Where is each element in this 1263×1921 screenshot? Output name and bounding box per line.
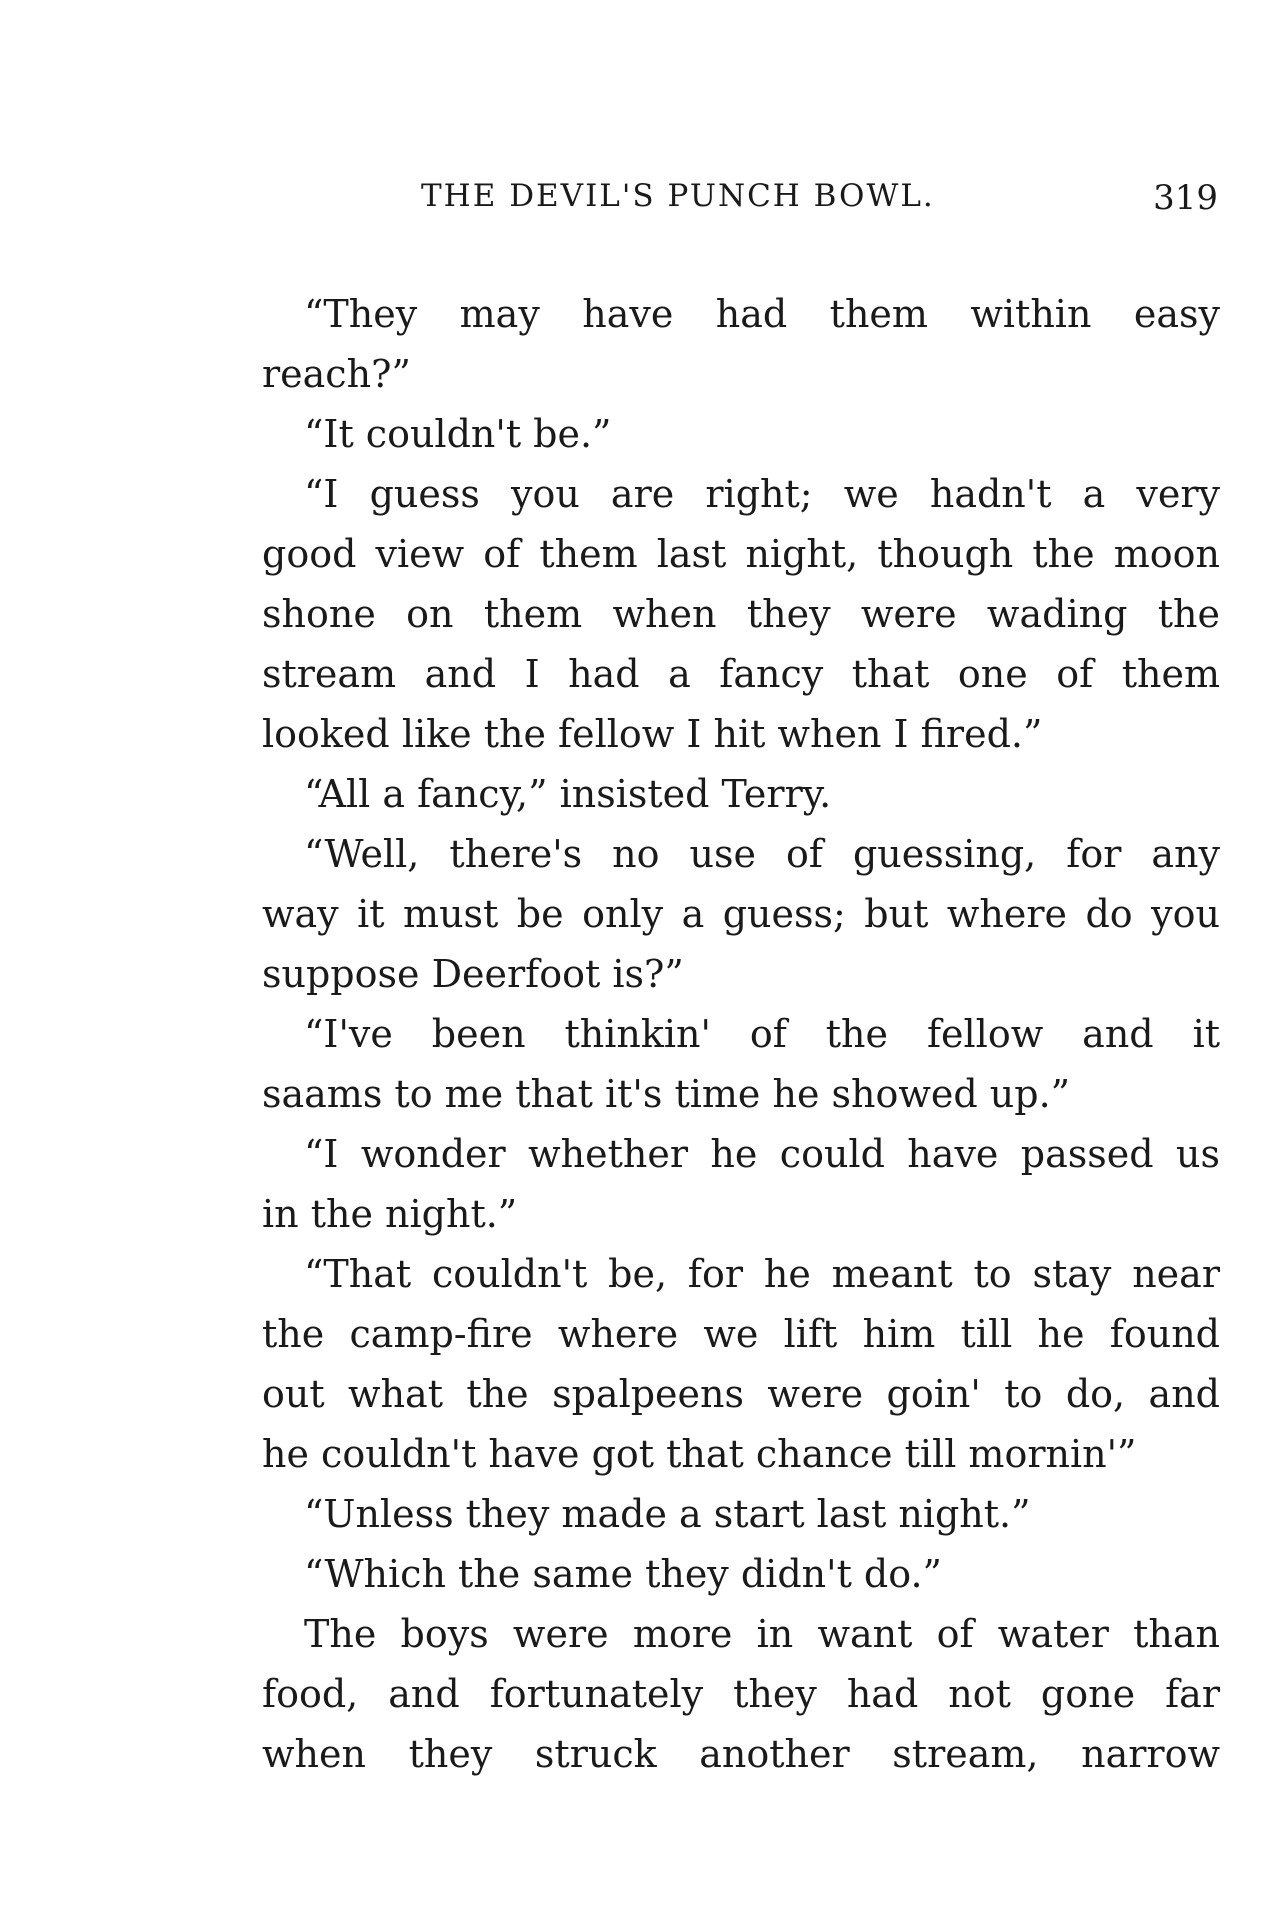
text-line: “That couldn't be, for he meant to stay near	[304, 1252, 1220, 1296]
text-line: way it must be only a guess; but where do you	[262, 892, 1220, 936]
text-line: looked like the fellow I hit when I fired.”	[262, 712, 1043, 756]
text-line: “They may have had them within easy	[304, 292, 1220, 336]
text-line: stream and I had a fancy that one of them	[262, 652, 1220, 696]
text-line: he couldn't have got that chance till mornin'”	[262, 1432, 1137, 1476]
text-line: “All a fancy,” insisted Terry.	[304, 772, 832, 816]
text-line: the camp-fire where we lift him till he found	[262, 1312, 1220, 1356]
running-title: THE DEVIL'S PUNCH BOWL.	[421, 178, 935, 214]
text-line: “Which the same they didn't do.”	[304, 1552, 942, 1596]
body-text	[262, 284, 1220, 1784]
text-line: “Well, there's no use of guessing, for any	[304, 832, 1220, 876]
text-line: good view of them last night, though the moon	[262, 532, 1220, 576]
text-line: reach?”	[262, 352, 411, 396]
text-line: when they struck another stream, narrow	[262, 1732, 1220, 1776]
text-line: “I've been thinkin' of the fellow and it	[304, 1012, 1220, 1056]
text-line: in the night.”	[262, 1192, 518, 1236]
page-number: 319	[1153, 178, 1218, 218]
text-line: suppose Deerfoot is?”	[262, 952, 684, 996]
text-line: out what the spalpeens were goin' to do, and	[262, 1372, 1220, 1416]
text-line: The boys were more in want of water than	[304, 1612, 1220, 1656]
text-line: “It couldn't be.”	[304, 412, 612, 456]
running-head	[263, 178, 1218, 228]
text-line: saams to me that it's time he showed up.”	[262, 1072, 1071, 1116]
text-line: “I guess you are right; we hadn't a very	[304, 472, 1220, 516]
text-line: “I wonder whether he could have passed us	[304, 1132, 1220, 1176]
text-line: “Unless they made a start last night.”	[304, 1492, 1031, 1536]
text-line: food, and fortunately they had not gone far	[262, 1672, 1220, 1716]
text-line: shone on them when they were wading the	[262, 592, 1220, 636]
